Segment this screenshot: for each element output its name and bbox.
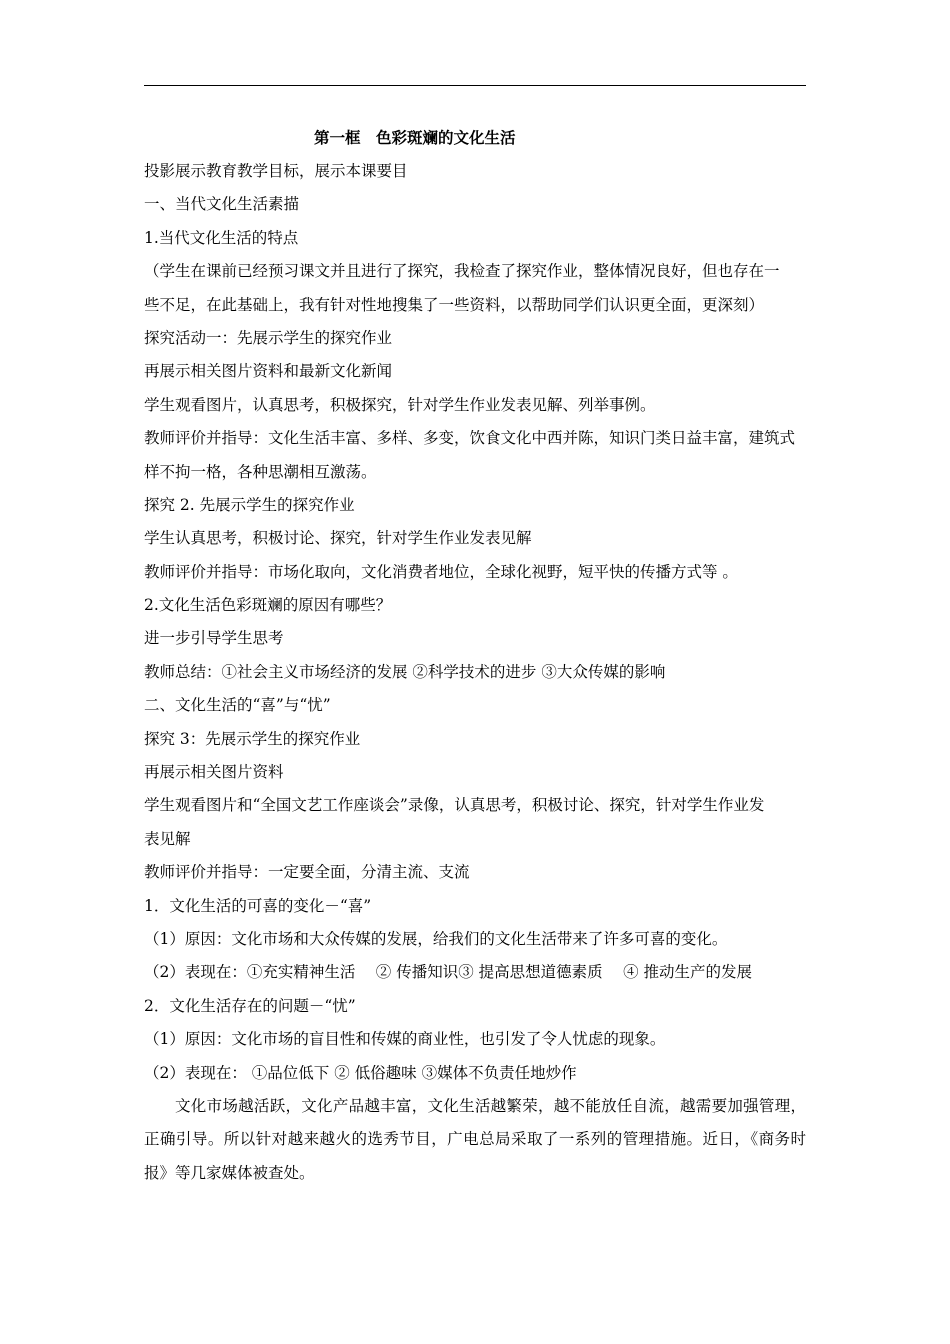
- text-line: 学生认真思考，积极讨论、探究，针对学生作业发表见解: [144, 529, 532, 548]
- text-line: 探究活动一：先展示学生的探究作业: [144, 328, 393, 347]
- text-line: 再展示相关图片资料和最新文化新闻: [144, 362, 393, 381]
- section-title: [144, 124, 806, 152]
- text-line: 探究 2. 先展示学生的探究作业: [144, 495, 355, 514]
- text-line: 探究 3：先展示学生的探究作业: [144, 729, 361, 748]
- text-line: 投影展示教育教学目标，展示本课要目: [144, 162, 408, 180]
- subheading-features: 1.当代文化生活的特点: [144, 228, 299, 247]
- text-line: 学生观看图片，认真思考，积极探究，针对学生作业发表见解、列举事例。: [144, 395, 656, 414]
- text-line: 进一步引导学生思考: [144, 629, 284, 648]
- text-line: （1）原因：文化市场的盲目性和传媒的商业性，也引发了令人忧虑的现象。: [144, 1030, 666, 1049]
- heading-section-2: 二、文化生活的“喜”与“忧”: [144, 696, 331, 715]
- header-rule: [144, 85, 806, 86]
- text-line: （2）表现在： ①品位低下 ② 低俗趣味 ③媒体不负责任地炒作: [144, 1063, 577, 1082]
- subheading-reasons: 2.文化生活色彩斑斓的原因有哪些？: [144, 596, 392, 615]
- heading-section-1: 一、当代文化生活素描: [144, 195, 300, 214]
- text-line: 教师评价并指导：市场化取向，文化消费者地位，全球化视野，短平快的传播方式等 。: [144, 562, 738, 581]
- text-line: （2）表现在：①充实精神生活 ② 传播知识③ 提高思想道德素质 ④ 推动生产的发展: [144, 963, 752, 982]
- text-line: （1）原因：文化市场和大众传媒的发展，给我们的文化生活带来了许多可喜的变化。: [144, 929, 728, 948]
- closing-paragraph: 文化市场越活跃，文化产品越丰富，文化生活越繁荣，越不能放任自流，越需要加强管理，正确引导。所以针对越来越火的选秀节目，广电总局采取了一系列的管理措施。近日，《商务时报》等几家媒体被查处。: [144, 1096, 806, 1182]
- text-line: 些不足，在此基础上，我有针对性地搜集了一些资料，以帮助同学们认识更全面，更深刻）: [144, 295, 765, 314]
- text-line: 表见解: [144, 829, 191, 848]
- text-line: 教师评价并指导：文化生活丰富、多样、多变，饮食文化中西并陈，知识门类日益丰富，建筑式: [144, 429, 796, 448]
- text-line: 教师总结：①社会主义市场经济的发展 ②科学技术的进步 ③大众传媒的影响: [144, 662, 666, 681]
- subheading-joy: 1．文化生活的可喜的变化－“喜”: [144, 896, 372, 915]
- text-line: 学生观看图片和“全国文艺工作座谈会”录像，认真思考，积极讨论、探究，针对学生作业发: [144, 796, 765, 815]
- text-line: 教师评价并指导：一定要全面，分清主流、支流: [144, 863, 470, 882]
- text-line: 再展示相关图片资料: [144, 763, 284, 782]
- text-line: （学生在课前已经预习课文并且进行了探究，我检查了探究作业，整体情况良好，但也存在一: [144, 262, 780, 281]
- subheading-worry: 2．文化生活存在的问题－“忧”: [144, 996, 356, 1015]
- document-body: [144, 155, 806, 1190]
- text-line: 样不拘一格，各种思潮相互激荡。: [144, 462, 377, 481]
- section-title-text: 第一框 色彩斑斓的文化生活: [314, 128, 516, 147]
